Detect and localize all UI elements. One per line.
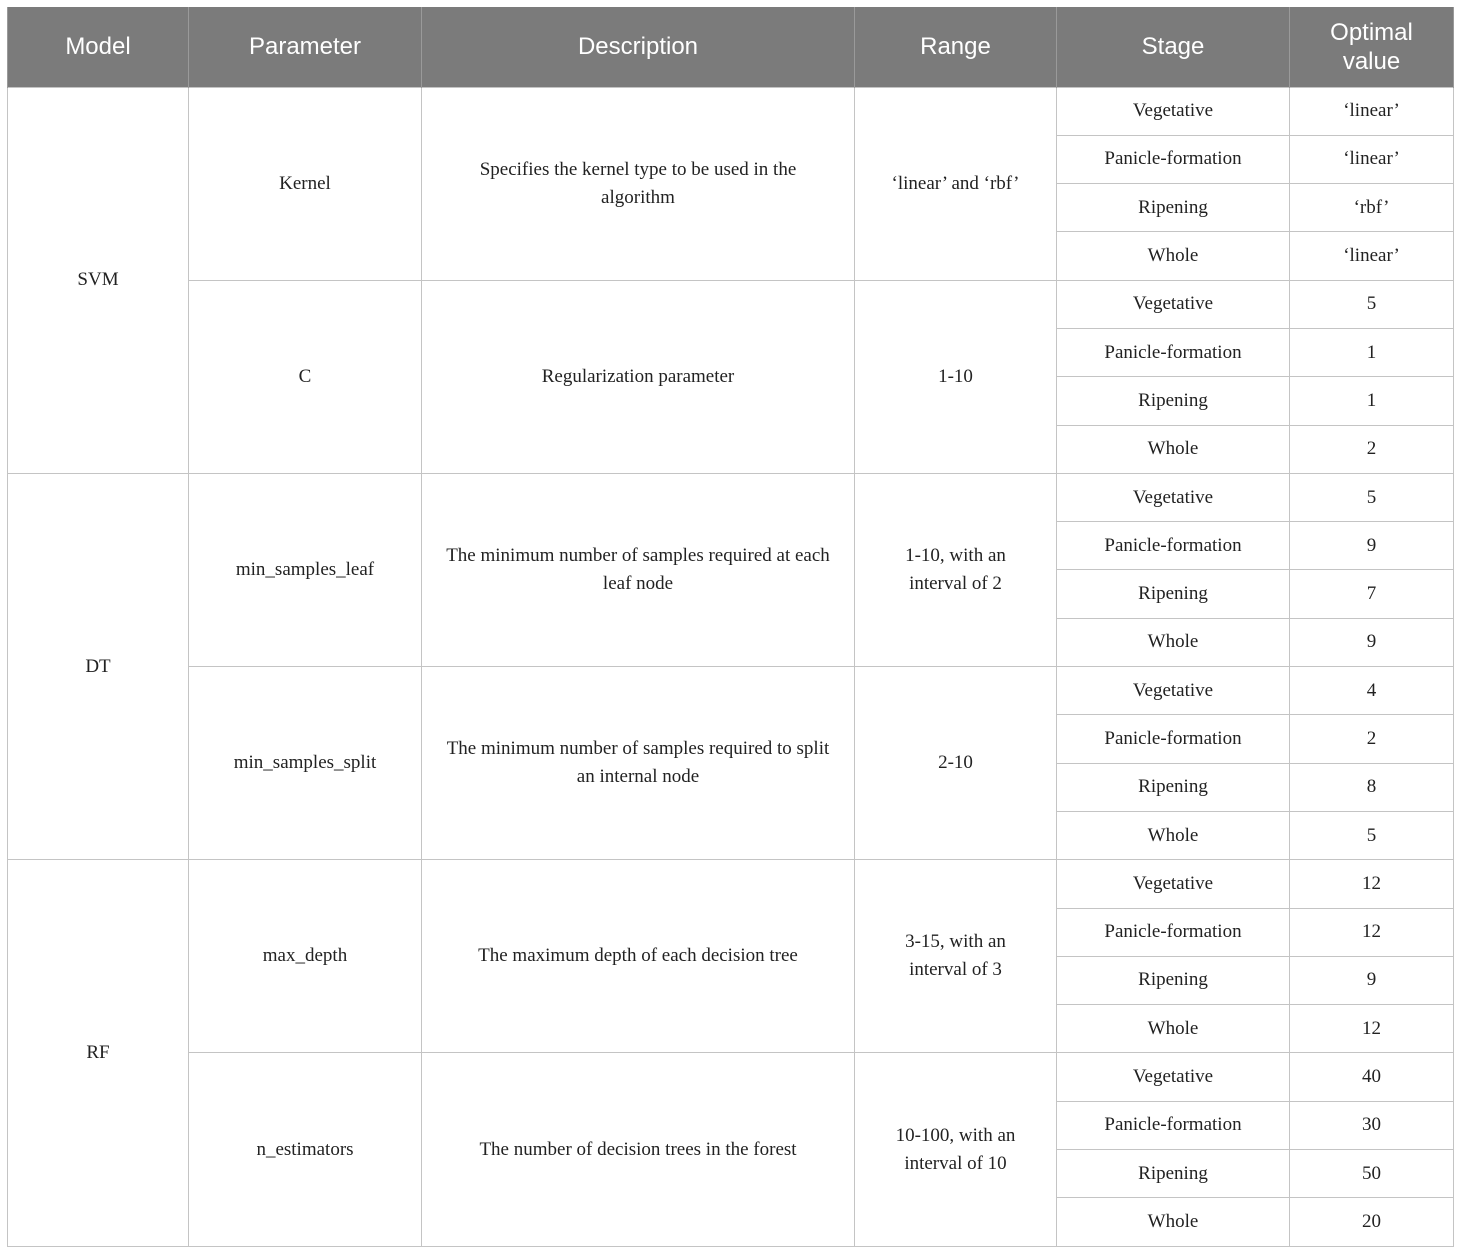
optimal-value-cell: 2: [1290, 425, 1454, 473]
stage-cell: Panicle-formation: [1057, 135, 1290, 183]
range-cell: 1-10, with an interval of 2: [855, 473, 1057, 666]
table-row: [8, 1053, 1454, 1101]
hyperparameter-table: [7, 7, 1454, 1247]
description-cell: The number of decision trees in the forest: [422, 1053, 855, 1246]
stage-cell: Panicle-formation: [1057, 715, 1290, 763]
optimal-value-cell: ‘rbf’: [1290, 184, 1454, 232]
description-cell: The maximum depth of each decision tree: [422, 860, 855, 1053]
range-cell: 10-100, with an interval of 10: [855, 1053, 1057, 1246]
parameter-cell: min_samples_split: [189, 667, 422, 860]
optimal-value-cell: 5: [1290, 280, 1454, 328]
optimal-value-cell: 7: [1290, 570, 1454, 618]
optimal-value-cell: 12: [1290, 908, 1454, 956]
header-parameter: Parameter: [189, 7, 422, 87]
optimal-value-cell: 9: [1290, 956, 1454, 1004]
stage-cell: Panicle-formation: [1057, 908, 1290, 956]
range-cell: ‘linear’ and ‘rbf’: [855, 87, 1057, 280]
optimal-value-cell: 1: [1290, 328, 1454, 376]
optimal-value-cell: 12: [1290, 1005, 1454, 1053]
description-cell: Specifies the kernel type to be used in the algorithm: [422, 87, 855, 280]
header-description: Description: [422, 7, 855, 87]
stage-cell: Panicle-formation: [1057, 1101, 1290, 1149]
stage-cell: Ripening: [1057, 570, 1290, 618]
table-row: [8, 860, 1454, 908]
stage-cell: Vegetative: [1057, 1053, 1290, 1101]
optimal-value-cell: 9: [1290, 618, 1454, 666]
stage-cell: Panicle-formation: [1057, 522, 1290, 570]
header-stage: Stage: [1057, 7, 1290, 87]
stage-cell: Ripening: [1057, 763, 1290, 811]
stage-cell: Whole: [1057, 1005, 1290, 1053]
optimal-value-cell: 50: [1290, 1150, 1454, 1198]
optimal-value-cell: 12: [1290, 860, 1454, 908]
table-row: [8, 667, 1454, 715]
stage-cell: Vegetative: [1057, 87, 1290, 135]
model-cell: SVM: [8, 87, 189, 473]
table-row: [8, 473, 1454, 521]
optimal-value-cell: ‘linear’: [1290, 135, 1454, 183]
table-row: [8, 280, 1454, 328]
optimal-value-cell: 40: [1290, 1053, 1454, 1101]
header-optimal-line2: value: [1342, 47, 1401, 75]
header-range: Range: [855, 7, 1057, 87]
stage-cell: Ripening: [1057, 184, 1290, 232]
header-model: Model: [8, 7, 189, 87]
optimal-value-cell: 2: [1290, 715, 1454, 763]
stage-cell: Whole: [1057, 232, 1290, 280]
optimal-value-cell: 9: [1290, 522, 1454, 570]
parameter-cell: Kernel: [189, 87, 422, 280]
header-optimal-line1: Optimal: [1330, 18, 1413, 46]
stage-cell: Whole: [1057, 425, 1290, 473]
stage-cell: Vegetative: [1057, 280, 1290, 328]
table-header: [8, 7, 1454, 87]
optimal-value-cell: ‘linear’: [1290, 87, 1454, 135]
stage-cell: Ripening: [1057, 1150, 1290, 1198]
range-cell: 1-10: [855, 280, 1057, 473]
optimal-value-cell: 5: [1290, 811, 1454, 859]
optimal-value-cell: 1: [1290, 377, 1454, 425]
optimal-value-cell: 8: [1290, 763, 1454, 811]
parameter-cell: C: [189, 280, 422, 473]
stage-cell: Whole: [1057, 1198, 1290, 1246]
optimal-value-cell: 20: [1290, 1198, 1454, 1246]
header-optimal-value: [1290, 7, 1454, 87]
optimal-value-cell: 4: [1290, 667, 1454, 715]
optimal-value-cell: 30: [1290, 1101, 1454, 1149]
range-cell: 2-10: [855, 667, 1057, 860]
description-cell: Regularization parameter: [422, 280, 855, 473]
header-row: [8, 7, 1454, 87]
parameter-cell: n_estimators: [189, 1053, 422, 1246]
optimal-value-cell: 5: [1290, 473, 1454, 521]
parameter-cell: max_depth: [189, 860, 422, 1053]
stage-cell: Ripening: [1057, 956, 1290, 1004]
stage-cell: Panicle-formation: [1057, 328, 1290, 376]
stage-cell: Vegetative: [1057, 473, 1290, 521]
stage-cell: Vegetative: [1057, 860, 1290, 908]
parameter-cell: min_samples_leaf: [189, 473, 422, 666]
hyperparameter-table-container: [7, 7, 1453, 1247]
table-row: [8, 87, 1454, 135]
description-cell: The minimum number of samples required at each leaf node: [422, 473, 855, 666]
model-cell: RF: [8, 860, 189, 1246]
stage-cell: Whole: [1057, 811, 1290, 859]
stage-cell: Vegetative: [1057, 667, 1290, 715]
optimal-value-cell: ‘linear’: [1290, 232, 1454, 280]
model-cell: DT: [8, 473, 189, 859]
range-cell: 3-15, with an interval of 3: [855, 860, 1057, 1053]
description-cell: The minimum number of samples required to split an internal node: [422, 667, 855, 860]
stage-cell: Whole: [1057, 618, 1290, 666]
table-body: [8, 87, 1454, 1246]
stage-cell: Ripening: [1057, 377, 1290, 425]
